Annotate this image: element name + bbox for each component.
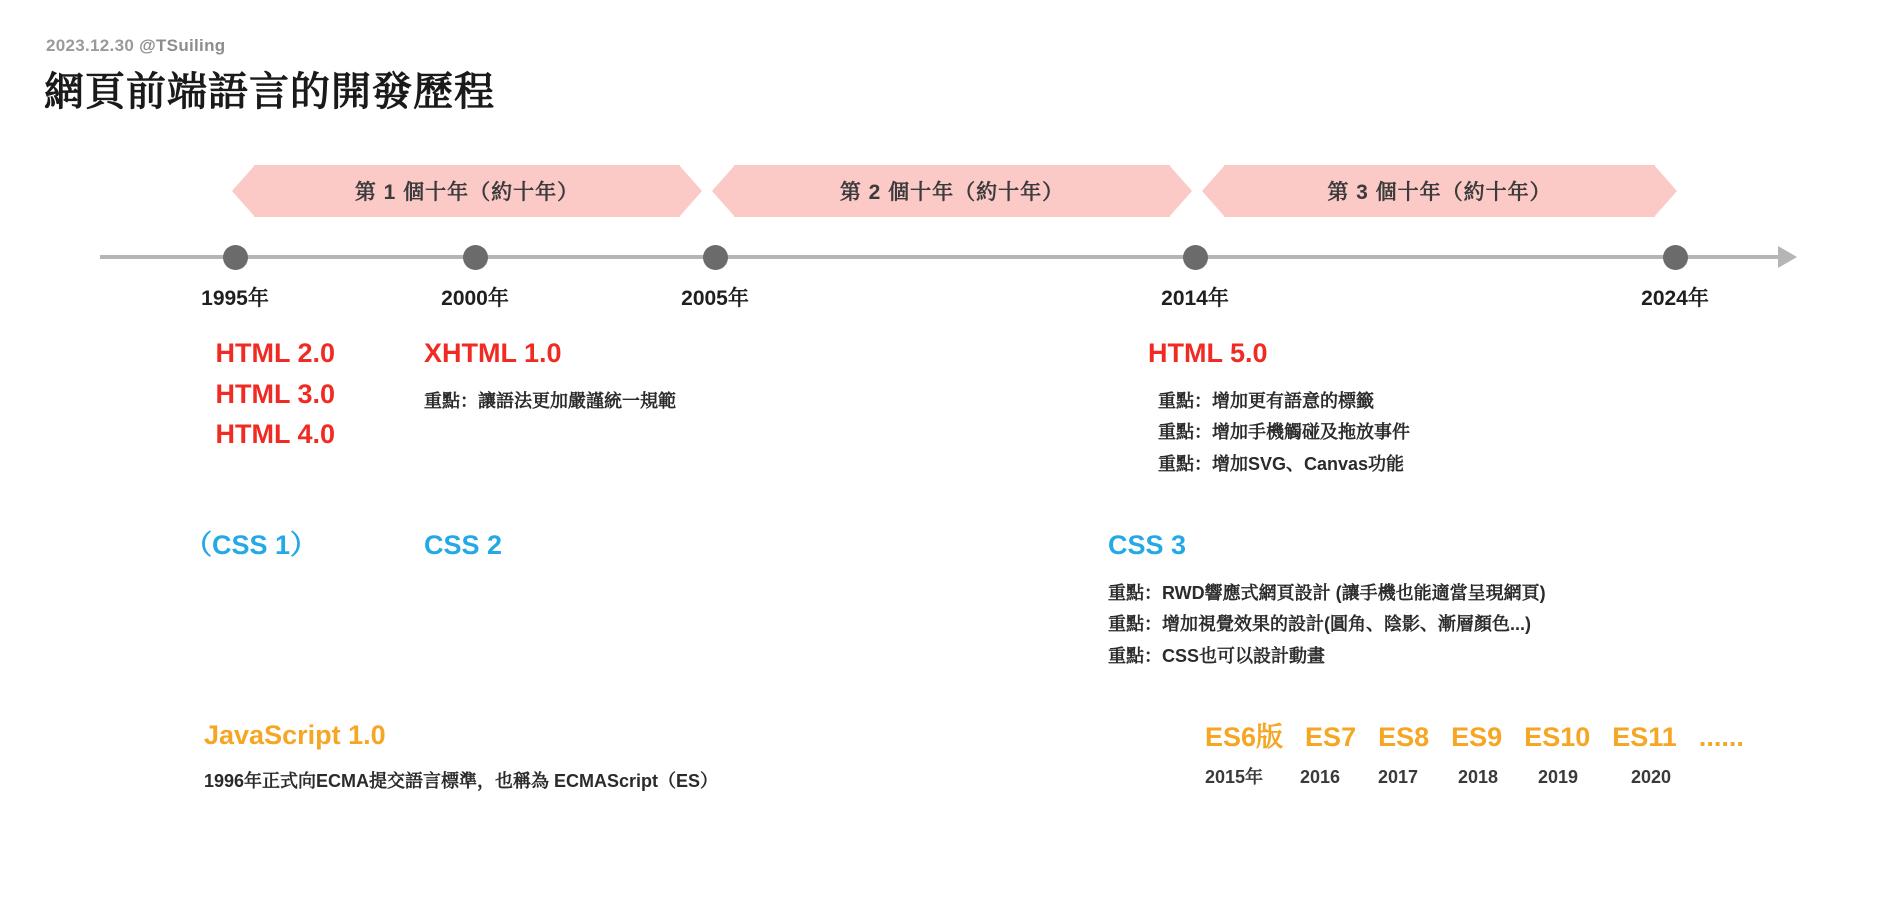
es-year-row xyxy=(1205,763,1711,789)
timeline-arrow-icon xyxy=(1778,246,1797,268)
css3-block xyxy=(1108,525,1546,672)
es-year: 2016 xyxy=(1300,767,1341,787)
page-title: 網頁前端語言的開發歷程 xyxy=(44,70,495,114)
timeline-dot xyxy=(1663,245,1688,270)
es-version: ES8 xyxy=(1378,722,1430,752)
decade-banner-1 xyxy=(232,165,702,217)
header-date: 2023.12.30 xyxy=(46,36,135,55)
es-year: 2020 xyxy=(1631,767,1672,787)
html-early-versions xyxy=(120,333,335,455)
html-4-label: HTML 4.0 xyxy=(215,419,335,449)
html5-title: HTML 5.0 xyxy=(1148,338,1268,368)
es-version: ES10 xyxy=(1524,722,1591,752)
timeline-dot xyxy=(463,245,488,270)
html5-note: 重點：增加手機觸碰及拖放事件 xyxy=(1158,422,1410,442)
es-version-more: ...... xyxy=(1698,722,1744,752)
timeline-year-label: 1995年 xyxy=(201,287,269,310)
css2-block xyxy=(424,525,502,566)
es-version: ES6版 xyxy=(1205,722,1284,752)
html5-note: 重點：增加更有語意的標籤 xyxy=(1158,390,1374,411)
es-year: 2019 xyxy=(1538,767,1579,787)
javascript-block xyxy=(204,715,718,797)
html-2-label: HTML 2.0 xyxy=(215,338,335,368)
timeline-dot xyxy=(703,245,728,270)
timeline-year-label: 2005年 xyxy=(681,287,749,310)
timeline-year-label: 2014年 xyxy=(1161,287,1229,310)
css3-note: 重點：CSS也可以設計動畫 xyxy=(1108,645,1326,666)
xhtml-block xyxy=(424,333,676,417)
arrow-right-icon xyxy=(1169,165,1192,217)
es-version: ES7 xyxy=(1305,722,1357,752)
html-3-label: HTML 3.0 xyxy=(215,378,335,409)
css2-title: CSS 2 xyxy=(424,530,503,560)
es-version-row xyxy=(1205,715,1766,754)
timeline-dot xyxy=(223,245,248,270)
css1-title: （CSS 1） xyxy=(185,530,318,560)
es-year: 2017 xyxy=(1378,767,1419,787)
timeline-axis xyxy=(100,255,1780,259)
decade-label: 第 2 個十年（約十年） xyxy=(839,181,1065,204)
header-meta xyxy=(46,36,225,56)
timeline-year-label: 2024年 xyxy=(1641,287,1709,310)
timeline-year-label: 2000年 xyxy=(441,287,509,310)
header-handle: @TSuiling xyxy=(139,36,226,55)
css3-note: 重點：RWD響應式網頁設計 (讓手機也能適當呈現網頁) xyxy=(1108,582,1546,603)
decade-banner-2 xyxy=(712,165,1192,217)
es-version: ES11 xyxy=(1612,722,1677,752)
css3-note: 重點：增加視覺效果的設計(圓角、陰影、漸層顏色...) xyxy=(1108,614,1531,634)
xhtml-note: 重點：讓語法更加嚴謹統一規範 xyxy=(424,390,676,411)
html5-note: 重點：增加SVG、Canvas功能 xyxy=(1158,453,1405,474)
xhtml-title: XHTML 1.0 xyxy=(424,338,562,368)
decade-label: 第 1 個十年（約十年） xyxy=(354,181,580,204)
css1-block xyxy=(185,525,317,566)
arrow-right-icon xyxy=(679,165,702,217)
html5-block xyxy=(1148,333,1410,480)
javascript-title: JavaScript 1.0 xyxy=(204,720,386,750)
css3-title: CSS 3 xyxy=(1108,530,1187,560)
arrow-left-icon xyxy=(712,165,735,217)
decade-label: 第 3 個十年（約十年） xyxy=(1327,181,1552,204)
arrow-left-icon xyxy=(232,165,255,217)
timeline-dot xyxy=(1183,245,1208,270)
es-year: 2018 xyxy=(1458,767,1499,787)
es-version: ES9 xyxy=(1451,722,1503,752)
arrow-right-icon xyxy=(1654,165,1677,217)
es-year: 2015年 xyxy=(1205,767,1264,787)
javascript-note: 1996年正式向ECMA提交語言標準，也稱為 ECMAScript（ES） xyxy=(204,770,719,791)
arrow-left-icon xyxy=(1202,165,1225,217)
decade-banner-3 xyxy=(1202,165,1677,217)
